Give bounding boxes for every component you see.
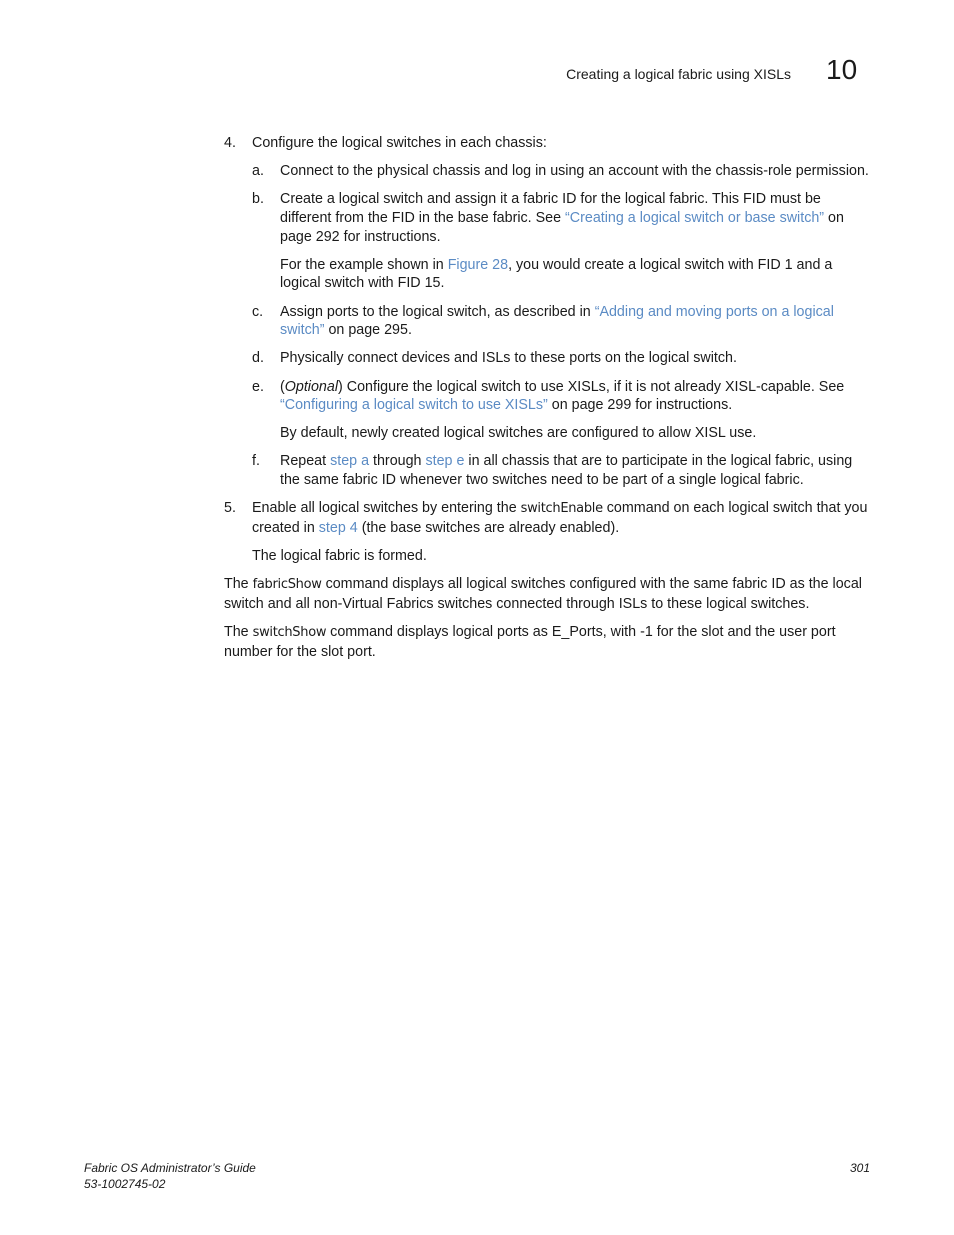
step-4a	[224, 162, 870, 181]
step-4f	[224, 452, 870, 489]
substep-text: on page 295.	[324, 322, 412, 339]
substep-text: Assign ports to the logical switch, as described in	[280, 303, 595, 320]
substep-letter: d.	[252, 350, 264, 367]
link-creating-logical-switch[interactable]: “Creating a logical switch or base switch”	[565, 209, 825, 226]
step-5-note	[224, 547, 870, 566]
paragraph-text: command displays all logical switches configured with the same fabric ID as the local switch and all non-Virtual Fabrics switches connected through ISLs to these logical switches.	[224, 576, 862, 612]
step-4b-note	[224, 256, 870, 293]
substep-text: Physically connect devices and ISLs to these ports on the logical switch.	[280, 350, 737, 367]
step-4d	[224, 349, 870, 368]
step-text: Configure the logical switches in each chassis:	[252, 135, 547, 151]
link-adding-moving-ports[interactable]: “Adding and moving ports on a logical switch”	[280, 303, 834, 339]
substep-letter: f.	[252, 453, 260, 470]
step-4	[224, 134, 870, 153]
footer-page-number: 301	[849, 1161, 870, 1175]
link-step-e[interactable]: step e	[425, 453, 465, 470]
paragraph-text: The	[224, 624, 253, 640]
step-number: 4.	[224, 135, 236, 151]
link-step-a[interactable]: step a	[330, 453, 370, 470]
step-text: Enable all logical switches by entering the	[252, 500, 521, 517]
fabricshow-paragraph	[224, 575, 870, 613]
substep-letter: c.	[252, 303, 264, 320]
substep-text: Connect to the physical chassis and log in using an account with the chassis-role permission.	[280, 163, 869, 180]
paragraph-text: command displays logical ports as E_Ports, with -1 for the slot and the user port number for the slot port.	[224, 624, 836, 660]
command-switchshow: switchShow	[252, 625, 327, 640]
substep-text: through	[369, 453, 426, 470]
step-4e-note	[224, 424, 870, 443]
step-text: command on each logical switch that you created in	[252, 500, 868, 536]
chapter-number: 10	[826, 54, 858, 85]
note-text: , you would create a logical switch with FID 1 and a logical switch with FID 15.	[280, 256, 833, 292]
substep-letter: b.	[252, 191, 264, 208]
substep-letter: e.	[252, 378, 264, 395]
substep-text: in all chassis that are to participate in the logical fabric, using the same fabric ID whenever two switches need to be part of a single logical fabric.	[280, 453, 853, 489]
note-text: For the example shown in	[280, 256, 448, 273]
substep-text: on page 299 for instructions.	[547, 397, 733, 414]
optional-label: Optional	[284, 378, 339, 395]
command-fabricshow: fabricShow	[252, 577, 322, 593]
step-4e	[224, 378, 870, 415]
footer-guide-title: Fabric OS Administrator’s Guide	[84, 1161, 256, 1175]
substep-text: Repeat	[280, 453, 331, 470]
step-number: 5.	[224, 500, 236, 517]
note-text: By default, newly created logical switches are configured to allow XISL use.	[280, 425, 757, 442]
step-4b	[224, 190, 870, 246]
page-body	[224, 134, 870, 671]
step-4c	[224, 303, 870, 340]
link-step-4[interactable]: step 4	[318, 519, 358, 536]
command-switchenable: switchEnable	[520, 501, 603, 517]
footer-document-number: 53-1002745-02	[84, 1176, 166, 1191]
link-configuring-xisls[interactable]: “Configuring a logical switch to use XISLs”	[280, 397, 548, 414]
footer-document-info	[84, 1161, 256, 1192]
switchshow-paragraph	[224, 623, 870, 661]
note-text: The logical fabric is formed.	[252, 548, 427, 565]
substep-text: ) Configure the logical switch to use XISLs, if it is not already XISL-capable. See	[338, 378, 845, 395]
step-text: (the base switches are already enabled).	[357, 519, 620, 536]
running-header-title: Creating a logical fabric using XISLs	[566, 66, 791, 82]
substep-text: Create a logical switch and assign it a fabric ID for the logical fabric. This FID must be different from the FID in the base fabric. See	[280, 191, 821, 226]
substep-text: on page 292 for instructions.	[280, 209, 844, 245]
step-5	[224, 499, 870, 537]
link-figure-28[interactable]: Figure 28	[447, 256, 509, 273]
paragraph-text: The	[224, 576, 253, 593]
substep-text: (	[280, 378, 285, 395]
substep-letter: a.	[252, 163, 264, 180]
